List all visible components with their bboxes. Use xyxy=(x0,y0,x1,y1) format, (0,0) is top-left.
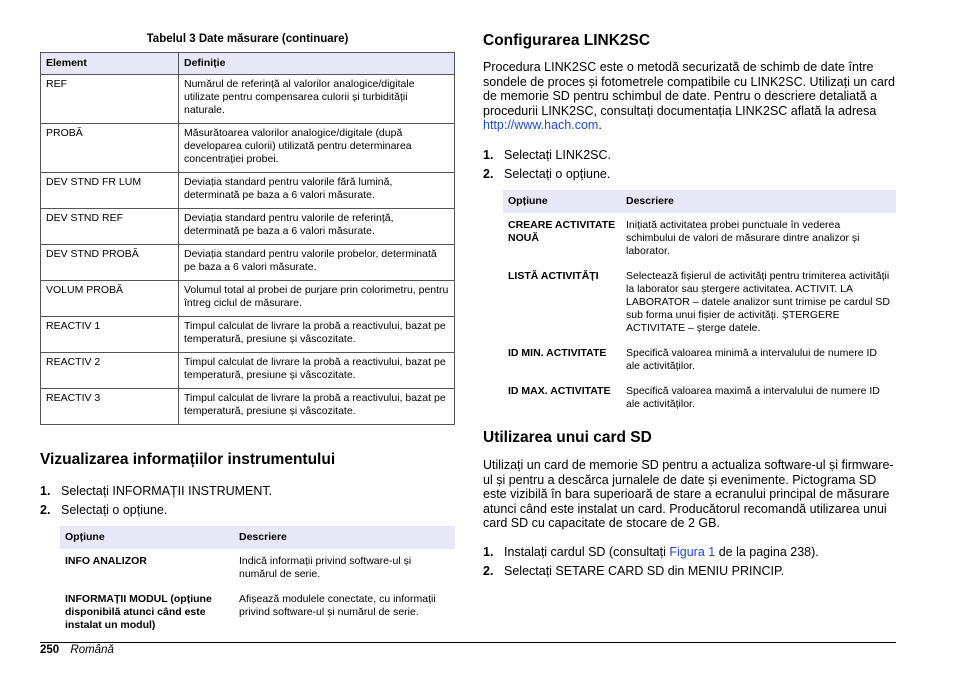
link2sc-text-end: . xyxy=(598,118,602,133)
option-description: Specifică valoarea minimă a intervalului de numere ID ale activităților. xyxy=(626,346,877,372)
table-row xyxy=(41,173,455,209)
step-number: 1. xyxy=(483,544,494,559)
option-row xyxy=(60,549,455,587)
step-text: Instalați cardul SD (consultați Figura 1 de la pagina 238). xyxy=(504,544,819,559)
option-name: ID MAX. ACTIVITATE xyxy=(508,384,611,397)
table-row xyxy=(41,75,455,124)
sd-card-steps xyxy=(483,545,896,579)
page-number: 250 xyxy=(40,644,60,656)
table-caption: Tabelul 3 Date măsurare (continuare) xyxy=(146,33,349,45)
step-number: 1. xyxy=(483,147,494,162)
row-element: DEV STND REF xyxy=(41,209,179,245)
row-definition: Deviația standard pentru valorile de referință, determinată pe baza a 6 valori măsurate. xyxy=(179,209,455,245)
column-header-element: Element xyxy=(41,53,179,75)
step-item xyxy=(40,503,455,518)
link2sc-steps xyxy=(483,148,896,182)
option-description: Inițiată activitatea probei punctuale în vederea schimbului de valori de măsurare dintre analizor și laborator. xyxy=(626,218,860,257)
table-body xyxy=(41,75,455,425)
link2sc-paragraph xyxy=(483,60,896,133)
step-number: 2. xyxy=(483,166,494,181)
option-description: Selectează fișierul de activități pentru trimiterea activității la laborator sau ștergere activitatea. ACTIVIT. LA LABORATOR – datele analizor sunt trimise pe cardul SD sub forma unui fișier de activități. ȘTERGERE ACTIVITATE – șterge datele. xyxy=(626,269,890,334)
footer-language: Română xyxy=(70,644,114,656)
option-description: Specifică valoarea maximă a intervalului de numere ID ale activităților. xyxy=(626,384,880,410)
figure-link[interactable]: Figura 1 xyxy=(669,544,716,559)
row-definition: Măsurătoarea valorilor analogice/digitale (după developarea culorii) utilizată pentru determinarea concentrației probei. xyxy=(179,124,455,173)
hach-link[interactable]: http://www.hach.com xyxy=(483,118,599,133)
option-row xyxy=(503,379,896,417)
option-name: INFORMAȚII MODUL (opțiune disponibilă atunci când este instalat un modul) xyxy=(65,593,212,631)
column-header-description: Descriere xyxy=(234,526,455,549)
table-row xyxy=(41,317,455,353)
table-row xyxy=(41,281,455,317)
row-element: DEV STND FR LUM xyxy=(41,173,179,209)
column-header-description: Descriere xyxy=(621,190,896,213)
step-item xyxy=(483,167,896,182)
option-description: Indică informații privind software-ul și numărul de serie. xyxy=(239,555,412,580)
section-title-sd-card: Utilizarea unui card SD xyxy=(483,428,652,446)
option-name: INFO ANALIZOR xyxy=(65,555,147,567)
right-column xyxy=(483,30,896,583)
row-definition: Deviația standard pentru valorile probelor, determinată pe baza a 6 valori măsurate. xyxy=(179,245,455,281)
option-row xyxy=(503,213,896,264)
section-title-instrument-info: Vizualizarea informațiilor instrumentului xyxy=(40,451,336,468)
column-header-definition: Definiție xyxy=(179,53,455,75)
row-definition: Timpul calculat de livrare la probă a reactivului, bazat pe temperatură, presiune și vâscozitate. xyxy=(179,353,455,389)
table-row xyxy=(41,245,455,281)
option-name: CREARE ACTIVITATE NOUĂ xyxy=(508,218,616,244)
column-header-option: Opțiune xyxy=(60,526,234,549)
row-element: REACTIV 3 xyxy=(41,389,179,425)
step-text: Selectați o opțiune. xyxy=(61,503,168,517)
link2sc-options-table xyxy=(503,190,896,417)
left-column xyxy=(40,30,455,638)
option-name: LISTĂ ACTIVITĂȚI xyxy=(508,269,599,282)
column-header-option: Opțiune xyxy=(503,190,621,213)
instrument-options-table xyxy=(60,526,455,638)
step-item xyxy=(483,564,896,579)
option-row xyxy=(503,264,896,341)
row-element: REF xyxy=(41,75,179,124)
option-row xyxy=(60,587,455,638)
table-row xyxy=(41,209,455,245)
row-definition: Deviația standard pentru valorile fără lumină, determinată pe baza a 6 valori măsurate. xyxy=(179,173,455,209)
page-footer xyxy=(40,644,114,656)
table-header-row xyxy=(60,526,455,549)
table-row xyxy=(41,353,455,389)
section-title-link2sc: Configurarea LINK2SC xyxy=(483,32,651,49)
step-item xyxy=(40,484,455,499)
table-header-row xyxy=(41,53,455,75)
step-text: Selectați o opțiune. xyxy=(504,166,611,181)
step-text: Selectați LINK2SC. xyxy=(504,147,611,162)
row-element: DEV STND PROBĂ xyxy=(41,245,179,281)
table-row xyxy=(41,389,455,425)
sd-card-paragraph: Utilizați un card de memorie SD pentru a actualiza software-ul și firmware-ul și pentru a descărca jurnalele de date și evenimente. Pictograma SD este vizibilă în bara superioară de stare a ecranului principal de măsurare atunci când este instalat un card. Producătorul recomandă utilizarea unui card SD cu capacitate de stocare de 2 GB. xyxy=(483,457,894,531)
row-element: PROBĂ xyxy=(41,124,179,173)
step-text: Selectați INFORMAȚII INSTRUMENT. xyxy=(61,484,273,498)
row-definition: Numărul de referință al valorilor analogice/digitale utilizate pentru compensarea culorii și turbidității naturale. xyxy=(179,75,455,124)
option-description: Afișează modulele conectate, cu informații privind software-ul și numărul de serie. xyxy=(239,593,436,618)
option-name: ID MIN. ACTIVITATE xyxy=(508,346,607,359)
step-text: Selectați SETARE CARD SD din MENIU PRINCIP. xyxy=(504,563,785,578)
table-header-row xyxy=(503,190,896,213)
row-element: REACTIV 2 xyxy=(41,353,179,389)
table-row xyxy=(41,124,455,173)
step-number: 1. xyxy=(40,484,51,498)
option-row xyxy=(503,341,896,379)
row-definition: Timpul calculat de livrare la probă a reactivului, bazat pe temperatură, presiune și vâscozitate. xyxy=(179,317,455,353)
step-number: 2. xyxy=(40,503,51,517)
instrument-info-steps xyxy=(40,484,455,518)
row-definition: Timpul calculat de livrare la probă a reactivului, bazat pe temperatură, presiune și vâscozitate. xyxy=(179,389,455,425)
step-number: 2. xyxy=(483,563,494,578)
row-element: VOLUM PROBĂ xyxy=(41,281,179,317)
row-definition: Volumul total al probei de purjare prin colorimetru, pentru întreg ciclul de măsurare. xyxy=(179,281,455,317)
step-item xyxy=(483,148,896,163)
link2sc-text: Procedura LINK2SC este o metodă securizată de schimb de date între sondele de proces și fotometrele compatibile cu LINK2SC. Utilizați un card de memorie SD pentru schimbul de date. Pentru o descriere detaliată a procedurii LINK2SC, consultați documentația LINK2SC aflată la adresa xyxy=(483,60,896,118)
row-element: REACTIV 1 xyxy=(41,317,179,353)
footer-divider xyxy=(40,642,896,643)
step-item xyxy=(483,545,896,560)
measurement-data-table xyxy=(40,52,455,425)
